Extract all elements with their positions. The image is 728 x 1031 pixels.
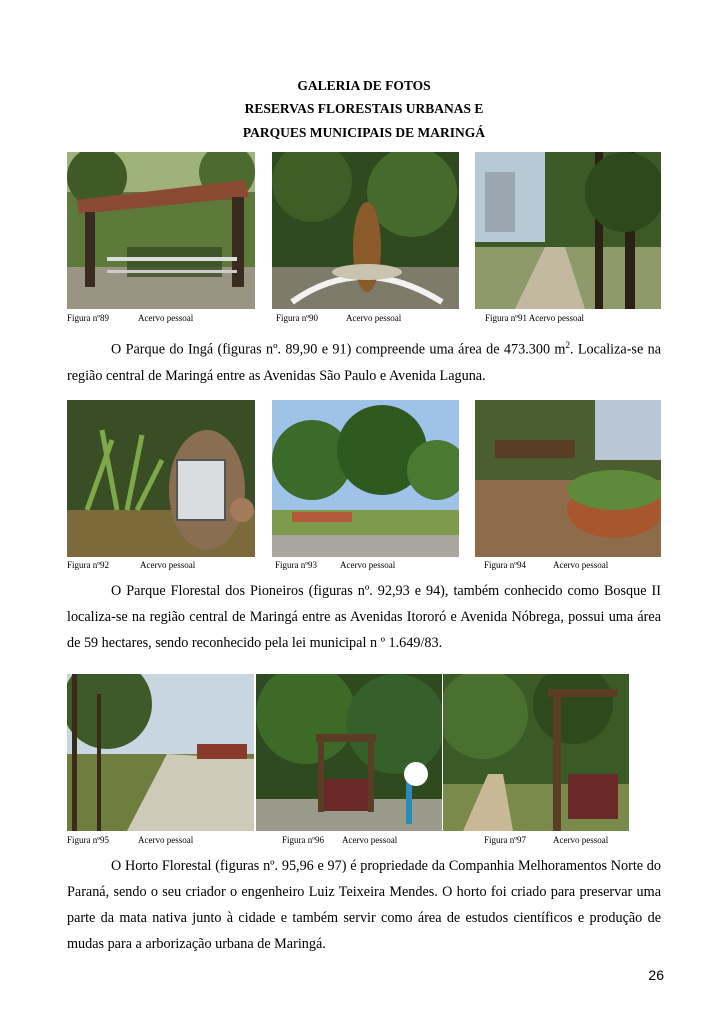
caption-source-97: Acervo pessoal (553, 835, 609, 845)
title-line-2: RESERVAS FLORESTAIS URBANAS E (244, 101, 484, 116)
photo-fig-95 (67, 674, 254, 831)
caption-source-96: Acervo pessoal (342, 835, 398, 845)
caption-fig-90: Figura nº90 (276, 313, 319, 323)
paragraph-text: O Parque do Ingá (figuras nº. 89,90 e 91) compreende uma área de 473.300 m (111, 341, 566, 358)
photo-fig-93 (272, 400, 459, 557)
caption-fig-92: Figura nº92 (67, 560, 110, 570)
photo-fig-94 (475, 400, 661, 557)
paragraph-text: O Horto Florestal (figuras nº. 95,96 e 97) é propriedade da Companhia Melhoramentos Norte do Paraná, sendo o seu criador o engenheiro Luiz Teixeira Mendes. O horto foi criado para preservar uma parte da mata nativa junto à cidade e também servir como área de estudos científicos e produção de mudas para a arborização urbana de Maringá. (67, 858, 661, 952)
caption-fig-93: Figura nº93 (275, 560, 318, 570)
caption-fig-95: Figura nº95 (67, 835, 110, 845)
photo-fig-91 (475, 152, 661, 309)
gallery-title: GALERIA DE FOTOS (297, 78, 431, 93)
caption-fig-94: Figura nº94 (484, 560, 527, 570)
photo-fig-90 (272, 152, 459, 309)
caption-source-89: Acervo pessoal (138, 313, 194, 323)
photo-fig-97 (443, 674, 629, 831)
caption-fig-89: Figura nº89 (67, 313, 110, 323)
paragraph-horto-florestal (67, 853, 661, 957)
caption-fig-97: Figura nº97 (484, 835, 527, 845)
paragraph-parque-inga (67, 332, 661, 389)
caption-source-94: Acervo pessoal (553, 560, 609, 570)
photo-fig-96 (256, 674, 442, 831)
photo-fig-89 (67, 152, 255, 309)
paragraph-text: . Localiza-se na região central de Maringá entre as Avenidas São Paulo e Avenida Laguna. (67, 341, 662, 384)
caption-fig-91: Figura nº91 Acervo pessoal (485, 313, 585, 323)
caption-source-90: Acervo pessoal (346, 313, 402, 323)
page-number: 26 (648, 967, 664, 983)
caption-source-95: Acervo pessoal (138, 835, 194, 845)
paragraph-parque-pioneiros (67, 578, 661, 656)
photo-fig-92 (67, 400, 255, 557)
paragraph-text: O Parque Florestal dos Pioneiros (figuras nº. 92,93 e 94), também conhecido como Bosque II localiza-se na região central de Maringá entre as Avenidas Itororó e Avenida Nóbrega, possui uma área de 59 hectares, sendo reconhecido pela lei municipal n º 1.649/83. (67, 583, 661, 651)
caption-source-92: Acervo pessoal (140, 560, 196, 570)
caption-fig-96: Figura nº96 (282, 835, 325, 845)
superscript: 2 (565, 340, 570, 350)
title-line-3: PARQUES MUNICIPAIS DE MARINGÁ (242, 125, 486, 140)
caption-source-93: Acervo pessoal (340, 560, 396, 570)
